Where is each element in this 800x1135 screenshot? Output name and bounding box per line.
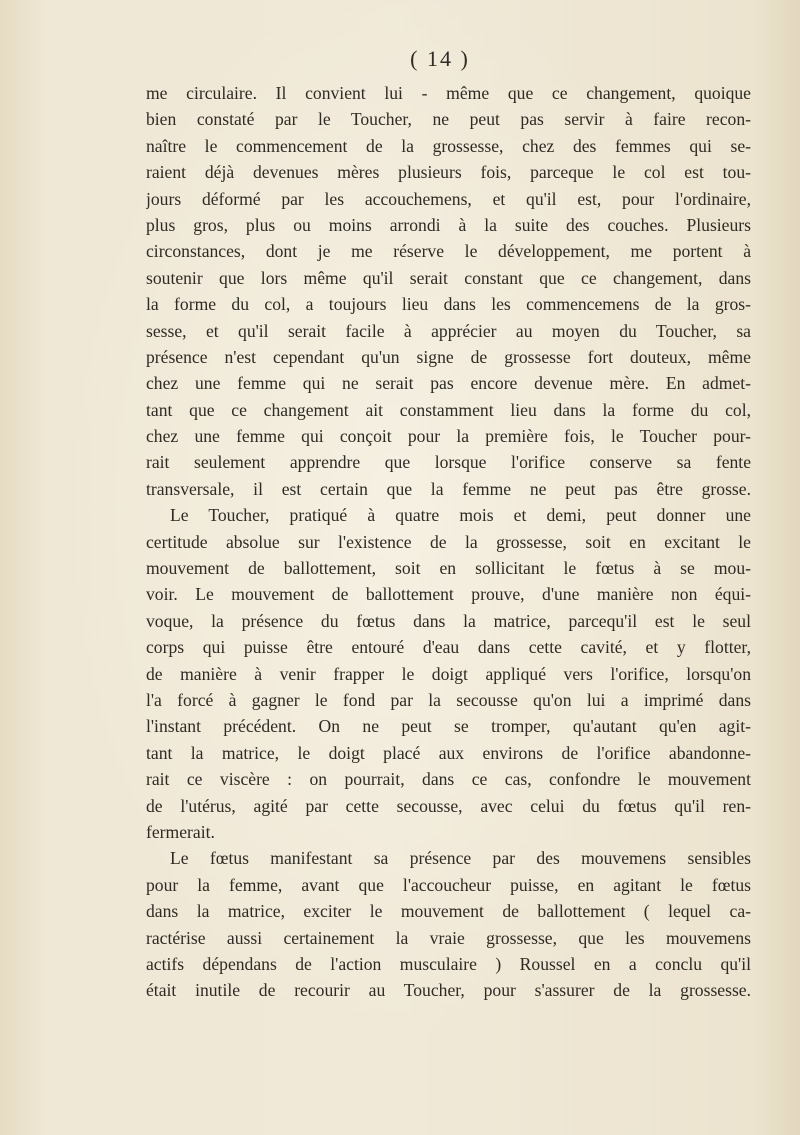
text-line: naître le commencement de la grossesse, chez des femmes qui se-: [146, 135, 751, 156]
text-line: sesse, et qu'il serait facile à apprécier au moyen du Toucher, sa: [146, 320, 751, 341]
text-line: tant la matrice, le doigt placé aux environs de l'orifice abandonne-: [146, 742, 751, 763]
text-line: mouvement de ballottement, soit en sollicitant le fœtus à se mou-: [146, 558, 751, 579]
text-line: dans la matrice, exciter le mouvement de ballottement ( lequel ca-: [146, 901, 751, 922]
paragraph: [146, 845, 751, 1003]
text-line: Le Toucher, pratiqué à quatre mois et demi, peut donner une: [170, 505, 751, 526]
text-line: rait seulement apprendre que lorsque l'orifice conserve sa fente: [146, 452, 751, 473]
text-line: actifs dépendans de l'action musculaire ) Roussel en a conclu qu'il: [146, 953, 751, 974]
text-line: circonstances, dont je me réserve le développement, me portent à: [146, 241, 751, 262]
text-line: soutenir que lors même qu'il serait constant que ce changement, dans: [146, 267, 751, 288]
text-line: bien constaté par le Toucher, ne peut pas servir à faire recon-: [146, 109, 751, 130]
text-line: Le fœtus manifestant sa présence par des mouvemens sensibles: [170, 848, 751, 869]
text-line: de manière à venir frapper le doigt appliqué vers l'orifice, lorsqu'on: [146, 663, 751, 684]
paragraph: [146, 502, 751, 845]
text-line: jours déformé par les accouchemens, et qu'il est, pour l'ordinaire,: [146, 188, 751, 209]
page-number: ( 14 ): [410, 46, 470, 71]
text-line: raient déjà devenues mères plusieurs fois, parceque le col est tou-: [146, 162, 751, 183]
text-line: voque, la présence du fœtus dans la matrice, parcequ'il est le seul: [146, 610, 751, 631]
text-line: tant que ce changement ait constamment lieu dans la forme du col,: [146, 399, 751, 420]
text-line: certitude absolue sur l'existence de la grossesse, soit en excitant le: [146, 531, 751, 552]
text-line: chez une femme qui ne serait pas encore devenue mère. En admet-: [146, 373, 751, 394]
text-line: pour la femme, avant que l'accoucheur puisse, en agitant le fœtus: [146, 874, 751, 895]
text-line: transversale, il est certain que la femme ne peut pas être grosse.: [146, 478, 751, 499]
text-line: la forme du col, a toujours lieu dans les commencemens de la gros-: [146, 294, 751, 315]
text-line: plus gros, plus ou moins arrondi à la suite des couches. Plusieurs: [146, 214, 751, 235]
text-line: fermerait.: [146, 821, 215, 842]
text-line: de l'utérus, agité par cette secousse, avec celui du fœtus qu'il ren-: [146, 795, 751, 816]
text-line: me circulaire. Il convient lui - même que ce changement, quoique: [146, 83, 751, 103]
text-line: chez une femme qui conçoit pour la première fois, le Toucher pour-: [146, 426, 751, 447]
text-line: présence n'est cependant qu'un signe de grossesse fort douteux, même: [146, 346, 751, 367]
body-text: [146, 80, 751, 1004]
text-line: voir. Le mouvement de ballottement prouve, d'une manière non équi-: [146, 584, 751, 605]
text-line: était inutile de recourir au Toucher, pour s'assurer de la grossesse.: [146, 980, 751, 1001]
text-line: ractérise aussi certainement la vraie grossesse, que les mouvemens: [146, 927, 751, 948]
text-line: l'instant précédent. On ne peut se tromper, qu'autant qu'en agit-: [146, 716, 751, 737]
text-line: l'a forcé à gagner le fond par la secousse qu'on lui a imprimé dans: [146, 689, 751, 710]
text-line: corps qui puisse être entouré d'eau dans cette cavité, et y flotter,: [146, 637, 751, 658]
text-line: rait ce viscère : on pourrait, dans ce cas, confondre le mouvement: [146, 769, 751, 790]
paragraph: [146, 80, 751, 502]
